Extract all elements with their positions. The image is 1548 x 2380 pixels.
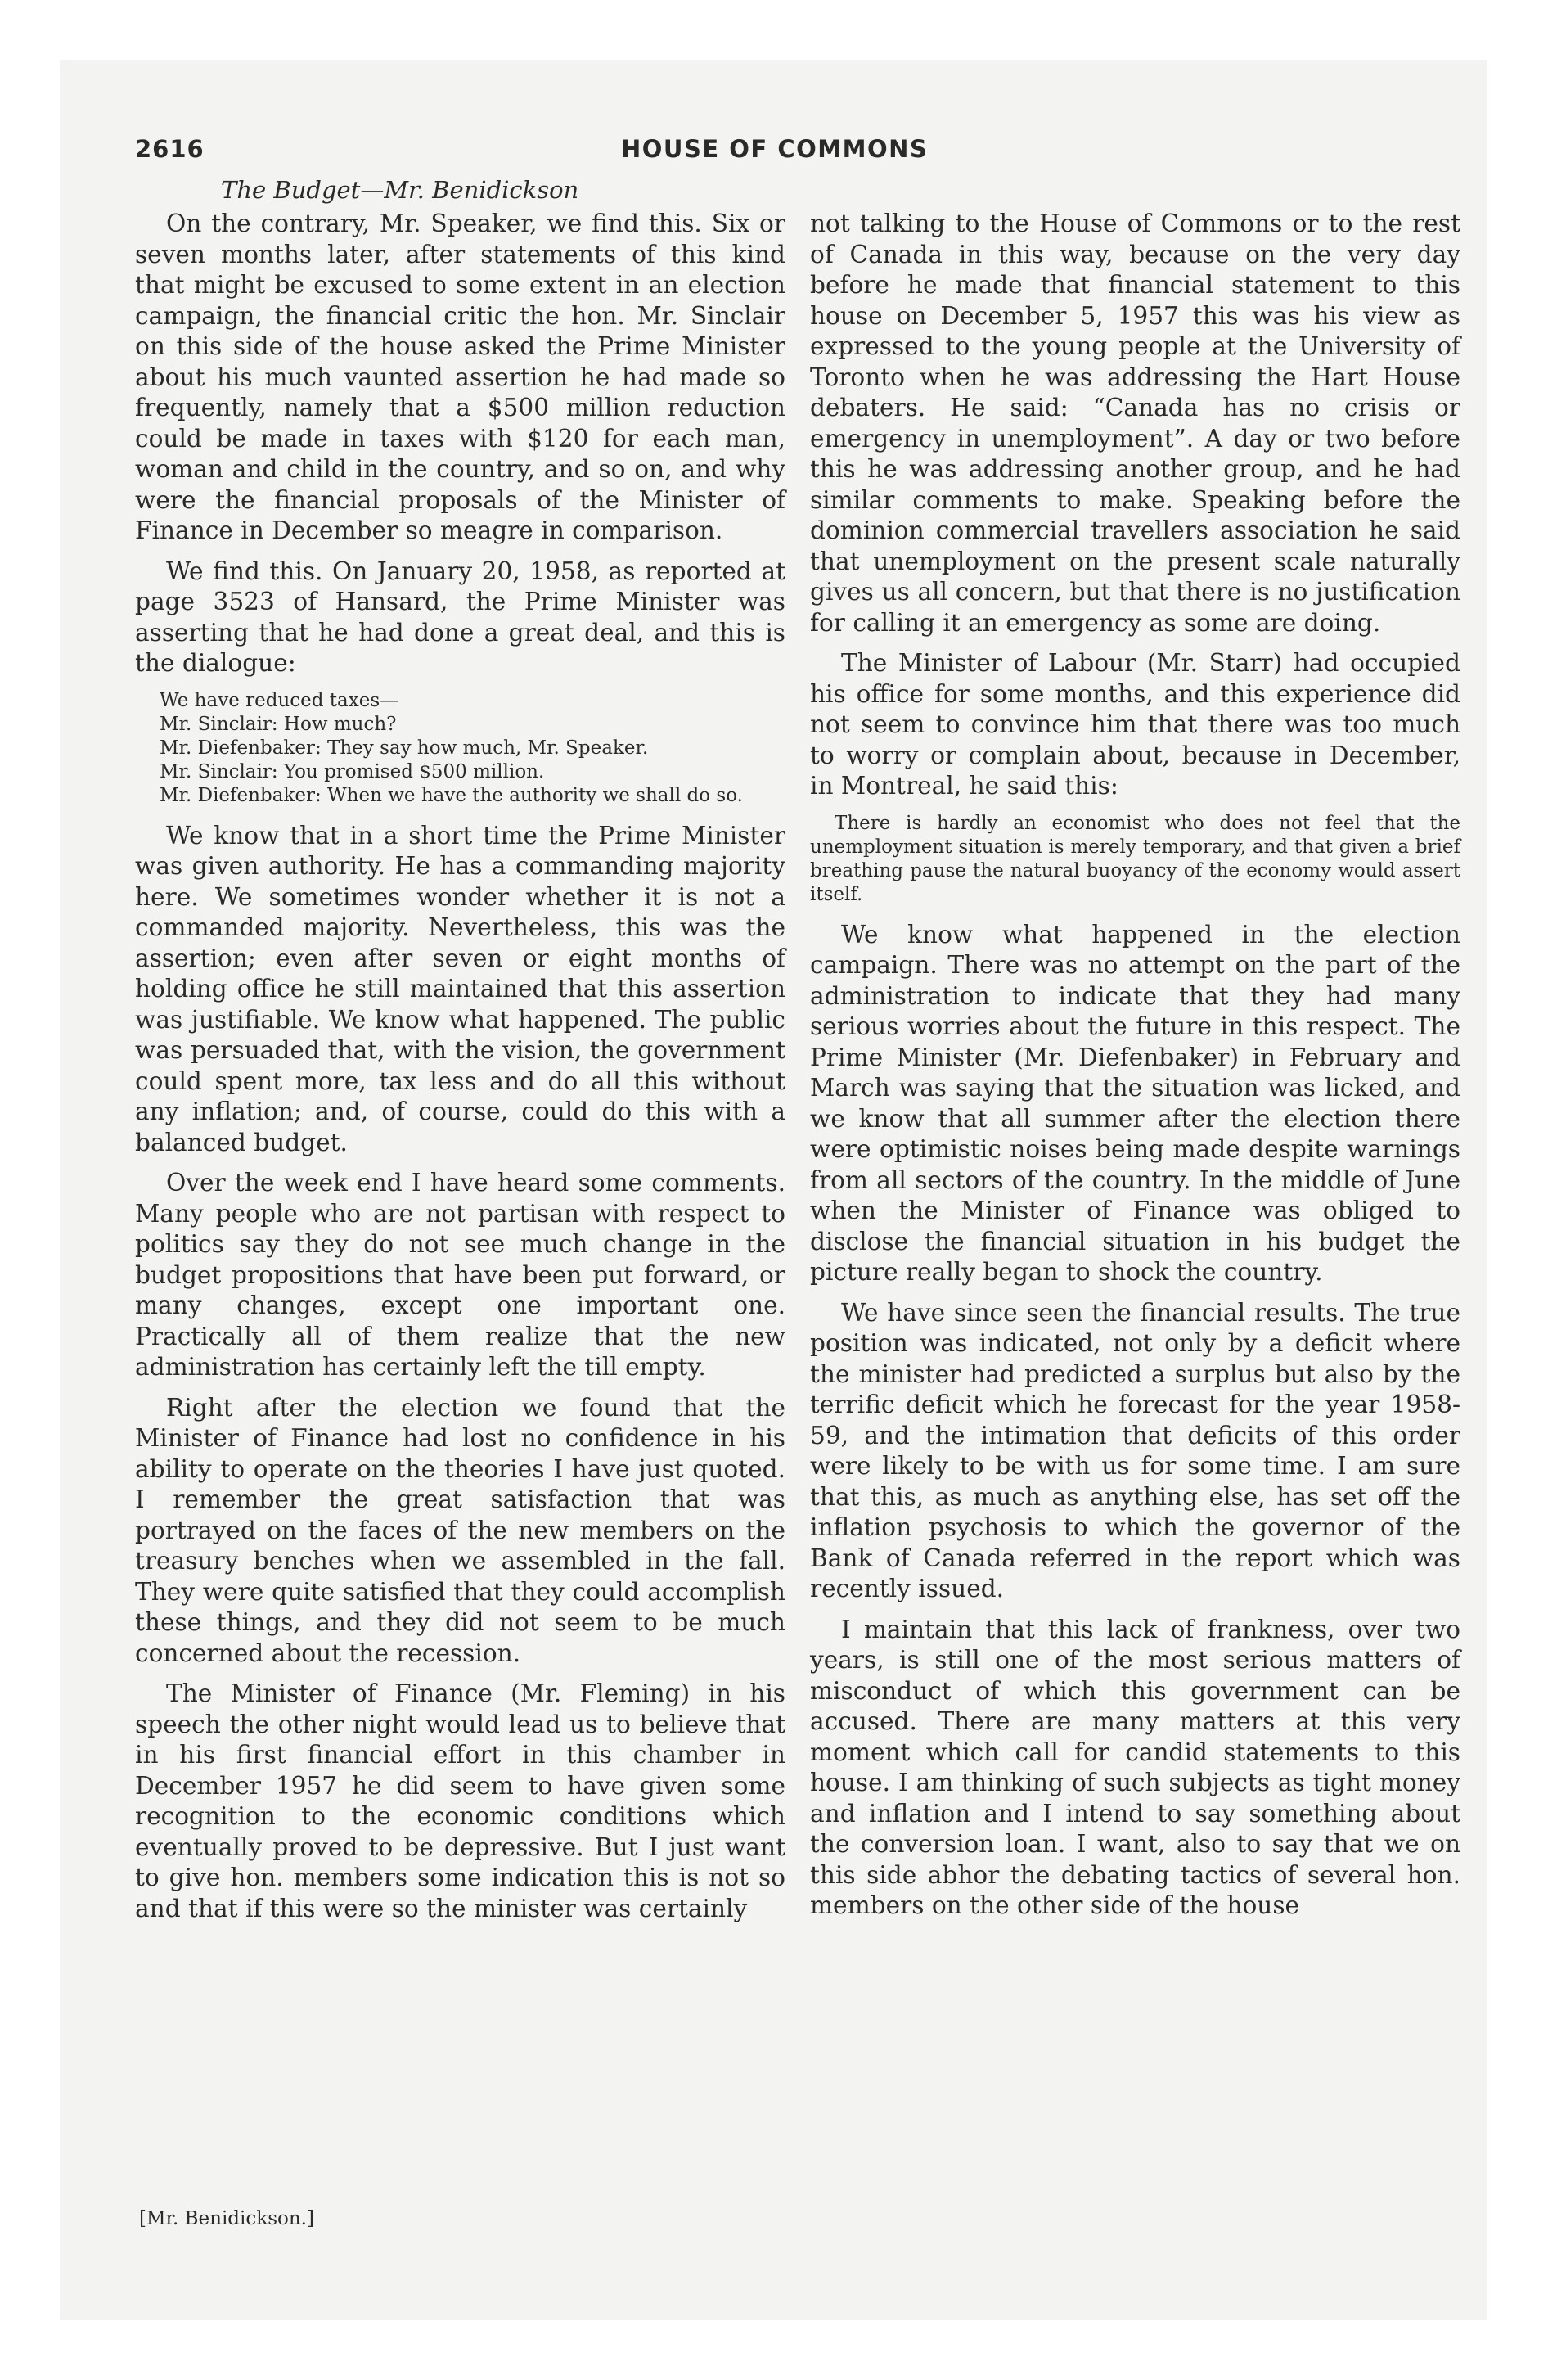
paragraph: We know that in a short time the Prime Minister was given authority. He has a commanding majority here. We sometimes wonder whether it is not a commanded majority. Nevertheless, this was the assertion; even after seven or eight months of holding office he still maintained that this assertion was justifiable. We know what happened. The public was persuaded that, with the vision, the government could spent more, tax less and do all this without any inflation; and, of course, could do this with a balanced budget.: [135, 821, 785, 1156]
quote-line: Mr. Diefenbaker: They say how much, Mr. Speaker.: [160, 737, 649, 759]
paragraph: We have since seen the financial results. The true position was indicated, not only by a deficit where the minister had predicted a surplus but also by the terrific deficit which he forecast for the year 1958-59, and the intimation that deficits of this order were likely to be with us for some time. I am sure that this, as much as anything else, has set off the inflation psychosis to which the governor of the Bank of Canada referred in the report which was recently issued.: [810, 1298, 1460, 1602]
quote-line: We have reduced taxes—: [160, 689, 399, 711]
page-header: [135, 135, 1468, 176]
paragraph: Over the week end I have heard some comments. Many people who are not partisan with respect to politics say they do not see much change in the budget propositions that have been put forward, or many changes, except one important one. Practically all of them realize that the new administration has certainly left the till empty.: [135, 1169, 785, 1381]
quote-line: Mr. Diefenbaker: When we have the authority we shall do so.: [160, 784, 743, 806]
paragraph: Right after the election we found that the Minister of Finance had lost no confidence in his ability to operate on the theories I have just quoted. I remember the great satisfaction that was portrayed on the faces of the new members on the treasury benches when we assembled in the fall. They were quite satisfied that they could accomplish these things, and they did not seem to be much concerned about the recession.: [135, 1393, 785, 1667]
paragraph: The Minister of Finance (Mr. Fleming) in his speech the other night would lead us to believe that in his first financial effort in this chamber in December 1957 he did seem to have given some recognition to the economic conditions which eventually proved to be depressive. But I just want to give hon. members some indication this is not so and that if this were so the minister was certainly: [135, 1679, 785, 1922]
page-number: 2616: [135, 135, 205, 163]
page-title: HOUSE OF COMMONS: [621, 135, 929, 163]
speaker-attribution: [Mr. Benidickson.]: [139, 2208, 314, 2229]
paragraph: I maintain that this lack of frankness, over two years, is still one of the most serious matters of misconduct of which this government can be accused. There are many matters at this very moment which call for candid statements to this house. I am thinking of such subjects as tight money and inflation and I intend to say something about the conversion loan. I want, also to say that we on this side abhor the debating tactics of several hon. members on the other side of the house: [810, 1615, 1460, 1919]
paragraph: The Minister of Labour (Mr. Starr) had occupied his office for some months, and this experience did not seem to convince him that there was too much to worry or complain about, because in December, in Montreal, he said this:: [810, 649, 1460, 800]
block-quote: [135, 689, 785, 808]
paragraph: We know what happened in the election campaign. There was no attempt on the part of the administration to indicate that they had many serious worries about the future in this respect. The Prime Minister (Mr. Diefenbaker) in February and March was saying that the situation was licked, and we know that all summer after the election there were optimistic noises being made despite warnings from all sectors of the country. In the middle of June when the Minister of Finance was obliged to disclose the financial situation in his budget the picture really began to shock the country.: [810, 920, 1460, 1286]
paragraph: On the contrary, Mr. Speaker, we find this. Six or seven months later, after statements of this kind that might be excused to some extent in an election campaign, the financial critic the hon. Mr. Sinclair on this side of the house asked the Prime Minister about his much vaunted assertion he had made so frequently, namely that a $500 million reduction could be made in taxes with $120 for each man, woman and child in the country, and so on, and why were the financial proposals of the Minister of Finance in December so meagre in comparison.: [135, 210, 785, 544]
quote-line: Mr. Sinclair: You promised $500 million.: [160, 760, 545, 782]
quote-line: Mr. Sinclair: How much?: [160, 713, 397, 735]
right-column: [810, 209, 1460, 1931]
paragraph: not talking to the House of Commons or to the rest of Canada in this way, because on the very day before he made that financial statement to this house on December 5, 1957 this was his view as expressed to the young people at the University of Toronto when he was addressing the Hart House debaters. He said: “Canada has no crisis or emergency in unemployment”. A day or two before this he was addressing another group, and he had similar comments to make. Speaking before the dominion commercial travellers association he said that unemployment on the present scale naturally gives us all concern, but that there is no justification for calling it an emergency as some are doing.: [810, 210, 1460, 637]
left-column: [135, 209, 785, 1934]
paragraph: We find this. On January 20, 1958, as reported at page 3523 of Hansard, the Prime Minister was asserting that he had done a great deal, and this is the dialogue:: [135, 557, 785, 677]
quote-line: There is hardly an economist who does not feel that the unemployment situation is merely temporary, and that given a brief breathing pause the natural buoyancy of the economy would assert itself.: [810, 812, 1460, 905]
running-head: The Budget—Mr. Benidickson: [221, 176, 579, 204]
block-quote: [810, 812, 1460, 907]
